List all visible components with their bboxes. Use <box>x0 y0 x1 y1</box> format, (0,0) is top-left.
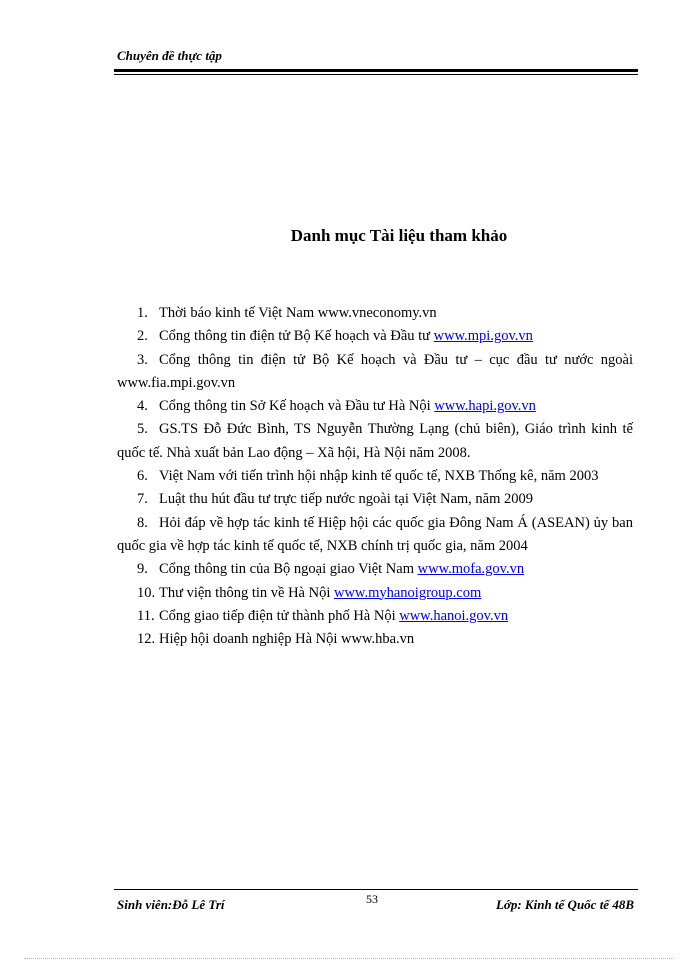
reference-link[interactable]: www.hanoi.gov.vn <box>399 607 509 624</box>
footer-student: Sinh viên:Đỗ Lê Trí <box>117 897 225 912</box>
reference-text: Cổng giao tiếp điện tử thành phố Hà Nội <box>159 607 400 624</box>
reference-item <box>117 395 633 418</box>
footer-rule <box>114 889 638 890</box>
reference-link[interactable]: www.mpi.gov.vn <box>433 328 533 345</box>
reference-number: 2. <box>137 328 148 345</box>
footer-class: Lớp: Kinh tế Quốc tế 48B <box>495 897 634 912</box>
reference-text: Việt Nam với tiến trình hội nhập kinh tế quốc tế, NXB Thống kê, năm 2003 <box>159 468 599 485</box>
reference-number: 8. <box>137 514 148 531</box>
reference-number: 7. <box>137 491 148 508</box>
reference-number: 1. <box>137 305 148 321</box>
reference-text: Thời báo kinh tế Việt Nam www.vneconomy.vn <box>159 305 437 321</box>
reference-text: Cổng thông tin điện tử Bộ Kế hoạch và Đầu tư – cục đầu tư nước ngoài www.fia.mpi.gov.vn <box>117 351 633 391</box>
reference-text: Hiệp hội doanh nghiệp Hà Nội www.hba.vn <box>159 631 415 648</box>
reference-number: 11. <box>137 607 155 624</box>
reference-number: 10. <box>137 584 156 601</box>
page-edge-divider <box>24 958 674 959</box>
reference-item <box>117 325 633 348</box>
header-title: Chuyên đề thực tập <box>117 48 222 63</box>
reference-link[interactable]: www.hapi.gov.vn <box>434 398 536 415</box>
reference-item <box>117 628 633 651</box>
reference-item <box>117 349 633 396</box>
reference-item <box>117 418 633 465</box>
reference-item <box>117 582 633 605</box>
reference-number: 3. <box>137 351 148 368</box>
reference-item <box>117 488 633 511</box>
reference-list <box>117 302 633 651</box>
reference-item <box>117 302 633 325</box>
reference-text: GS.TS Đỗ Đức Bình, TS Nguyễn Thường Lạng (chủ biên), Giáo trình kinh tế quốc tế. Nhà xuất bản Lao động – Xã hội, Hà Nội năm 2008. <box>117 421 633 461</box>
reference-number: 6. <box>137 468 148 485</box>
reference-text: Cổng thông tin của Bộ ngoại giao Việt Nam <box>159 561 418 578</box>
header-rule-thin <box>114 74 638 75</box>
reference-item <box>117 465 633 488</box>
reference-item <box>117 512 633 559</box>
reference-link[interactable]: www.myhanoigroup.com <box>333 584 482 601</box>
reference-link[interactable]: www.mofa.gov.vn <box>417 561 525 578</box>
reference-number: 4. <box>137 398 148 415</box>
reference-number: 12. <box>137 631 156 648</box>
reference-text: Cổng thông tin Sở Kế hoạch và Đầu tư Hà Nội <box>159 398 435 415</box>
reference-text: Thư viện thông tin về Hà Nội <box>159 584 334 601</box>
title-wrap <box>0 226 700 246</box>
reference-text: Luật thu hút đầu tư trực tiếp nước ngoài tại Việt Nam, năm 2009 <box>159 491 533 508</box>
reference-text: Hỏi đáp về hợp tác kinh tế Hiệp hội các quốc gia Đông Nam Á (ASEAN) ủy ban quốc gia về hợp tác kinh tế quốc tế, NXB chính trị quốc gia, năm 2004 <box>117 514 633 554</box>
reference-item <box>117 605 633 628</box>
header-rule-thick <box>114 69 638 72</box>
reference-item <box>117 558 633 581</box>
reference-number: 5. <box>137 421 148 438</box>
reference-number: 9. <box>137 561 148 578</box>
reference-text: Cổng thông tin điện tử Bộ Kế hoạch và Đầu tư <box>159 328 434 345</box>
page-number: 53 <box>366 892 378 906</box>
page-title: Danh mục Tài liệu tham khảo <box>290 226 508 245</box>
